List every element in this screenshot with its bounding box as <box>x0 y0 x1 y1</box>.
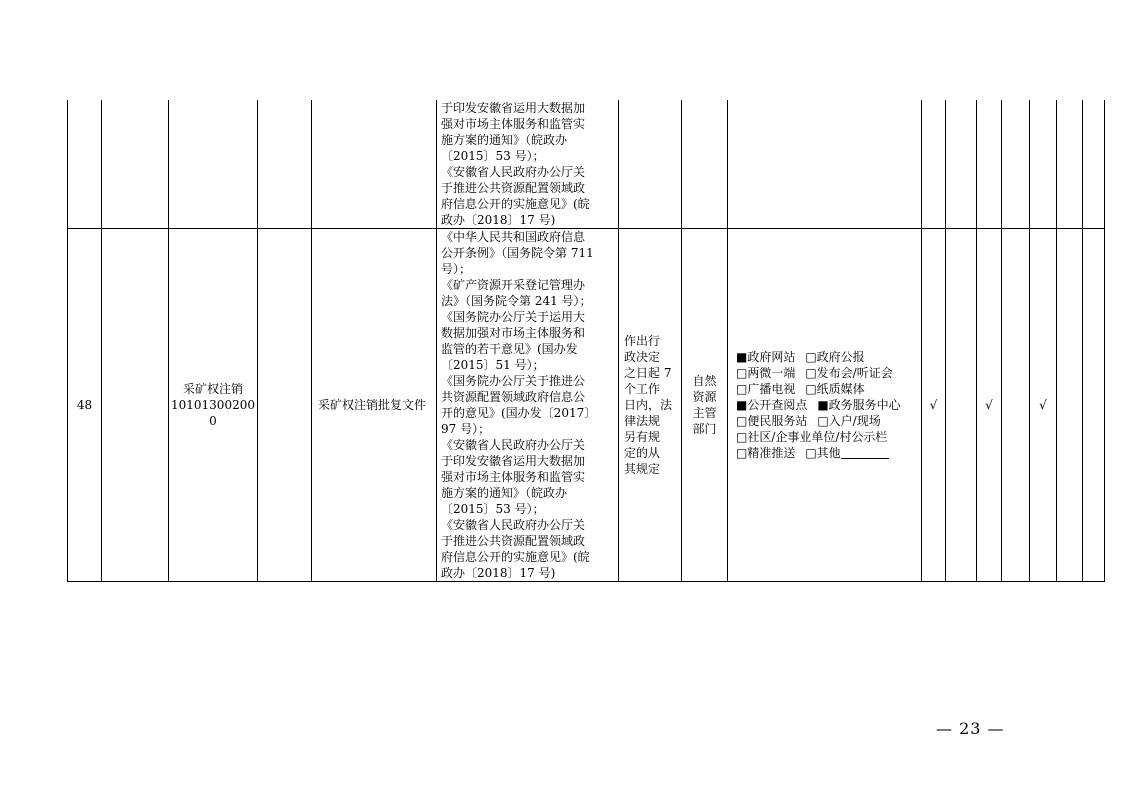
channel-door-to-door: □入户/现场 <box>817 414 881 428</box>
mark-proactive: √ <box>977 229 1002 582</box>
channel-line <box>736 429 915 445</box>
mark-cell <box>922 100 946 229</box>
channel-two-wei-one-duan: □两微一端 <box>736 366 796 380</box>
channel-line <box>736 365 915 381</box>
sub-item-cell <box>258 229 312 582</box>
channel-gov-gazette: □政府公报 <box>805 350 865 364</box>
disclosure-table <box>67 100 1105 582</box>
content-cell <box>312 100 437 229</box>
channel-line <box>736 349 915 365</box>
channel-radio-tv: □广播电视 <box>736 382 796 396</box>
category-cell <box>102 229 169 582</box>
basis-cell: 《中华人民共和国政府信息 公开条例》（国务院令第 711 号）； 《矿产资源开采登记管理办 法》（国务院令第 241 号）； 《国务院办公厅关于运用大 数据加强对市场主体服务和 监管的若干意见》(国办发 〔2015〕51 号）； 《国务院办公厅关于推进公 共资源配置领域政府信息公 开的意见》(国办发〔2017〕 97 号）； 《安徽省人民政府办公厅关 于印发安徽省运用大数据加 强对市场主体服务和监管实 施方案的通知》（皖政办 〔2015〕53 号）； 《安徽省人民政府办公厅关 于推进公共资源配置领域政 府信息公开的实施意见》(皖 政办〔2018〕17 号) <box>437 229 619 582</box>
mark-cell <box>1030 100 1057 229</box>
category-cell <box>102 100 169 229</box>
matter-name-cell: 采矿权注销 10101300200 0 <box>169 229 258 582</box>
mark-on-request <box>1002 229 1030 582</box>
channel-line <box>736 381 915 397</box>
time-limit-cell: 作出行 政决定 之日起 7 个工作 日内，法 律法规 另有规 定的从 其规定 <box>619 229 682 582</box>
channel-convenience-station: □便民服务站 <box>736 414 808 428</box>
channel-line <box>736 445 915 461</box>
table-row <box>68 229 1105 582</box>
sub-item-cell <box>258 100 312 229</box>
channel-public-reading: ■公开查阅点 <box>736 398 808 412</box>
mark-specific-group <box>946 229 977 582</box>
mark-cell <box>977 100 1002 229</box>
page-number: — 23 — <box>936 719 1005 738</box>
fill-in-blank <box>841 446 889 459</box>
mark-township <box>1057 229 1083 582</box>
subject-cell: 自然 资源 主管 部门 <box>682 229 728 582</box>
channel-gov-website: ■政府网站 <box>736 350 796 364</box>
mark-cell <box>946 100 977 229</box>
matter-name-cell <box>169 100 258 229</box>
channel-line <box>736 397 915 413</box>
mark-cell <box>1057 100 1083 229</box>
channel-print-media: □纸质媒体 <box>805 382 865 396</box>
mark-county: √ <box>1030 229 1057 582</box>
index-cell: 48 <box>68 229 102 582</box>
subject-cell <box>682 100 728 229</box>
mark-all-society: √ <box>922 229 946 582</box>
time-limit-cell <box>619 100 682 229</box>
channels-cell <box>728 100 922 229</box>
mark-extra <box>1083 229 1105 582</box>
channel-community-board: □社区/企事业单位/村公示栏 <box>736 430 888 444</box>
mark-cell <box>1083 100 1105 229</box>
table-row <box>68 100 1105 229</box>
content-cell: 采矿权注销批复文件 <box>312 229 437 582</box>
channel-line <box>736 413 915 429</box>
channel-press-conference: □发布会/听证会 <box>805 366 893 380</box>
index-cell <box>68 100 102 229</box>
channel-other: □其他 <box>805 446 841 460</box>
mark-cell <box>1002 100 1030 229</box>
basis-cell: 于印发安徽省运用大数据加 强对市场主体服务和监管实 施方案的通知》（皖政办 〔2015〕53 号）； 《安徽省人民政府办公厅关 于推进公共资源配置领域政 府信息公开的实施意见》(皖 政办〔2018〕17 号) <box>437 100 619 229</box>
channel-precise-push: □精准推送 <box>736 446 796 460</box>
channels-cell <box>728 229 922 582</box>
channel-service-center: ■政务服务中心 <box>817 398 901 412</box>
